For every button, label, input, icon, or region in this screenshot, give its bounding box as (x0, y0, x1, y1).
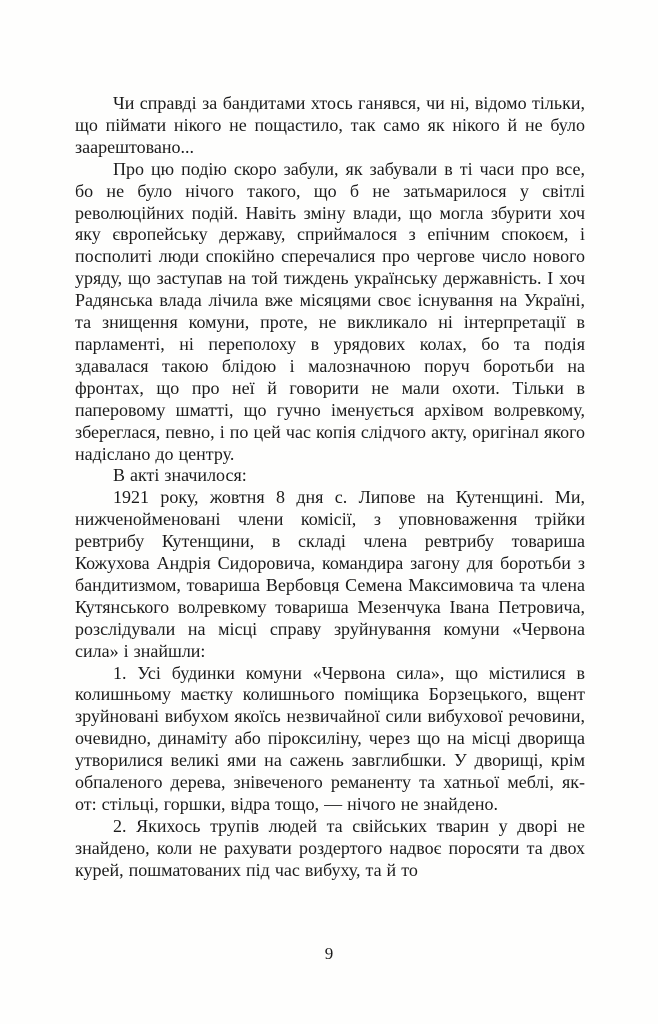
page-number: 9 (324, 944, 334, 963)
paragraph: Чи справді за бандитами хтось ганявся, чи ні, відомо тільки, що піймати нікого не пощастило, так само як нікого й не було заарештовано... (75, 93, 585, 157)
paragraph: Про цю подію скоро забули, як забували в ті часи про все, бо не було нічого такого, що б не затьмарилося у світлі революційних подій. Навіть зміну влади, що могла збурити хоч яку європейську державу, сприймалося з епічним спокоєм, і посполиті люди спокійно сперечалися про чергове число нового уряду, що заступав на той тиждень українську державність. І хоч Радянська влада лічила вже місяцями своє існування на Україні, та знищення комуни, проте, не викликало ні інтерпретації в парламенті, ні переполоху в урядових колах, бо та подія здавалася такою блідою і малозначною поруч боротьби на фронтах, що про неї й говорити не мали охоти. Тільки в паперовому шматті, що гучно іменується архівом волревкому, збереглася, певно, і по цей час копія слідчого акту, оригінал якого надіслано до центру. (75, 158, 585, 464)
paragraph: 1. Усі будинки комуни «Червона сила», що містилися в колишньому маєтку колишнього поміщика Борзецького, вщент зруйновані вибухом якоїсь незвичайної сили вибухової речовини, очевидно, динаміту або піроксиліну, через що на місці дворища утворилися великі ями на сажень завглибшки. У дворищі, крім обпаленого дерева, знівеченого реманенту та хатньої меблі, як-от: стільці, горшки, відра тощо, — нічого не знайдено. (75, 662, 585, 814)
paragraph: 1921 року, жовтня 8 дня с. Липове на Кутенщині. Ми, нижченойменовані члени комісії, з уповноваження трійки ревтрибу Кутенщини, в складі члена ревтрибу товариша Кожухова Андрія Сидоровича, командира загону для боротьби з бандитизмом, товариша Вербовця Семена Максимовича та члена Кутянського волревкому товариша Мезенчука Івана Петровича, розслідували на місці справу зруйнування комуни «Червона сила» і знайшли: (75, 487, 585, 661)
page-text (75, 93, 585, 882)
paragraph: 2. Якихось трупів людей та свійських тварин у дворі не знайдено, коли не рахувати роздертого надвоє поросяти та двох курей, пошматованих під час вибуху, та й то (75, 815, 585, 880)
paragraph: В акті значилося: (113, 465, 247, 486)
